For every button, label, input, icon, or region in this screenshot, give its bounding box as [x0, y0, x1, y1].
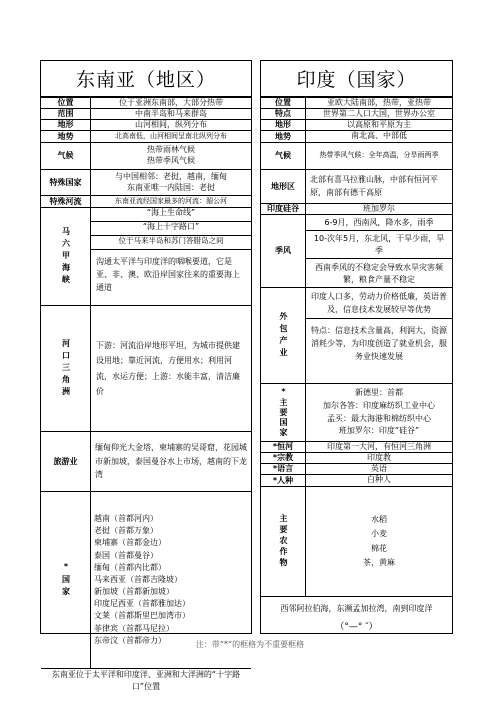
sea-country-5: 缅甸（首都内比都） — [94, 562, 166, 572]
india-row-cities — [261, 383, 452, 441]
sea-climate-line-2: 热带季风气候 — [147, 156, 195, 165]
india-row-feature — [261, 108, 452, 119]
sea-row-terrain — [41, 119, 251, 130]
sea-row-bottom-note — [41, 668, 251, 693]
india-monsoon-label: 季风 — [261, 215, 306, 287]
sea-strait-line-1: “海上生命线” — [146, 208, 196, 217]
sea-bottom-note: 东南亚位于太平洋和印度洋、亚洲和大洋洲的“十字路口”位置 — [51, 670, 241, 691]
sea-row-special-country — [41, 169, 251, 195]
india-region-label: 地形区 — [261, 170, 306, 203]
india-row-trend — [261, 130, 452, 142]
india-outsourcing-label: 外包产业 — [261, 288, 306, 383]
sea-climate-line-1: 热带雨林气候 — [147, 145, 195, 155]
india-cities-label: *主要国家 — [261, 384, 306, 441]
india-race-label: *人种 — [261, 475, 306, 486]
india-row-language — [261, 463, 452, 474]
india-city-3: 孟买：最大海港和棉纺织中心 — [327, 413, 431, 423]
india-terrain-value: 以高原和平原为主 — [347, 120, 411, 129]
india-feature-label: 特点 — [261, 109, 306, 119]
india-trend-label: 地势 — [261, 131, 306, 142]
india-crops-label: 主要农作物 — [261, 487, 306, 596]
sea-row-strait — [41, 207, 251, 305]
sea-position-value: 位于亚洲东南部，大部分热带 — [119, 98, 223, 107]
india-silicon-valley-label: 印度硅谷 — [261, 204, 306, 214]
sea-country-3: 柬埔寨（首都金边） — [94, 538, 166, 548]
india-climate-value: 热带季风气候：全年高温，分旱雨两季 — [319, 151, 439, 160]
india-position-value: 亚欧大陆南部，热带，亚热带 — [327, 98, 431, 107]
sea-country-1: 越南（首都河内） — [94, 514, 158, 524]
sea-strait-line-4: 沟通太平洋与印度洋的咽喉要道，它是亚、非、澳、欧沿岸国家往来的重要海上通道 — [91, 249, 251, 300]
india-coords: （°—° ″） — [335, 622, 378, 632]
sea-special-country-line-1: 与中国相邻：老挝，越南，缅甸 — [115, 171, 227, 181]
india-monsoon-line-2: 10-次年5月，东北风，干旱少雨，旱季 — [306, 230, 452, 258]
sea-row-trend — [41, 130, 251, 142]
india-row-race — [261, 474, 452, 486]
sea-country-4: 泰国（首都曼谷） — [94, 550, 158, 560]
india-feature-value: 世界第二人口大国，世界办公室 — [323, 109, 435, 118]
india-silicon-valley-value: 班加罗尔 — [363, 204, 395, 213]
sea-row-scope — [41, 108, 251, 119]
sea-strait-line-2: “海上十字路口” — [91, 221, 251, 235]
india-climate-label: 气候 — [261, 143, 306, 169]
india-title: 印度（国家） — [261, 61, 452, 97]
sea-country-10: 菲律宾（首都马尼拉） — [94, 623, 174, 633]
sea-strait-label: 马六甲海峡 — [41, 208, 91, 305]
india-city-1: 新德里：首都 — [355, 387, 403, 397]
india-crop-4: 茶，黄麻 — [363, 557, 395, 567]
india-ganges-label: *恒河 — [261, 442, 306, 452]
india-trend-value: 南北高、中部低 — [351, 131, 407, 141]
sea-country-9: 文莱（首都斯里巴加湾市） — [94, 611, 190, 621]
india-monsoon-line-1: 6-9月，西南风，降水多，雨季 — [324, 218, 434, 227]
sea-delta-text: 下游：河流沿岸地形平坦，为城市提供建设用地；靠近河流，方便用水；利用河流，水运方便；上游：水能丰富，清洁廉价 — [96, 341, 240, 396]
sea-row-climate — [41, 142, 251, 169]
india-religion-value: 印度教 — [367, 453, 391, 462]
sea-strait-line-3: 位于马来半岛和苏门答腊岛之间 — [91, 235, 251, 249]
sea-trend-value: 北高南低，山河相间呈南北纵列分布 — [115, 131, 227, 140]
sea-row-position — [41, 97, 251, 108]
india-row-position — [261, 97, 452, 108]
sea-country-6: 马来西亚（首都吉隆坡） — [94, 574, 182, 584]
india-position-label: 位置 — [261, 98, 306, 108]
sea-delta-label: 河口三角洲 — [41, 306, 91, 431]
india-row-crops — [261, 486, 452, 596]
india-row-climate — [261, 142, 452, 169]
sea-climate-label: 气候 — [41, 143, 91, 169]
india-table — [260, 60, 453, 634]
sea-special-river-label: 特殊河流 — [41, 196, 91, 207]
india-crop-3: 棉花 — [371, 543, 387, 553]
india-crop-2: 小麦 — [371, 529, 387, 539]
india-city-2: 加尔各答：印度麻纺织工业中心 — [323, 400, 435, 410]
sea-row-delta — [41, 305, 251, 431]
india-region-value: 北部有喜马拉雅山脉，中部有恒河平原，南部有德干高原 — [310, 174, 438, 197]
india-row-terrain — [261, 119, 452, 130]
india-row-religion — [261, 452, 452, 463]
sea-country-11: 东帝汶（首都帝力） — [94, 635, 166, 645]
india-crop-1: 水稻 — [371, 514, 387, 524]
sea-country-7: 新加坡（首都新加坡） — [94, 587, 174, 597]
india-terrain-label: 地形 — [261, 120, 306, 130]
india-row-ganges — [261, 441, 452, 452]
india-ganges-value: 印度第一大河，有恒河三角洲 — [327, 442, 431, 451]
india-row-outsourcing — [261, 287, 452, 383]
india-row-monsoon — [261, 214, 452, 287]
india-language-label: *语言 — [261, 464, 306, 474]
sea-scope-label: 范围 — [41, 109, 91, 119]
sea-scope-value: 中南半岛和马来群岛 — [135, 109, 207, 118]
india-row-silicon-valley — [261, 203, 452, 214]
india-outsourcing-line-2: 特点：信息技术含量高，利润大，资源消耗少等，为印度创造了就业机会，服务业快速发展 — [306, 318, 452, 369]
india-boundary: 西邻阿拉伯海，东濒孟加拉湾，南到印度洋 — [280, 604, 433, 613]
sea-tourism-label: 旅游业 — [41, 432, 91, 491]
india-religion-label: *宗教 — [261, 453, 306, 463]
sea-country-2: 老挝（首都万象） — [94, 526, 158, 536]
india-language-value: 英语 — [371, 464, 387, 473]
sea-special-country-label: 特殊国家 — [41, 170, 91, 195]
sea-tourism-value: 缅甸仰光大金塔，柬埔寨的吴哥窟，花园城市新加坡，泰国曼谷水上市场，越南的下龙湾 — [95, 443, 247, 480]
india-monsoon-line-3: 西南季风的不稳定会导致水旱灾害频繁，粮食产量不稳定 — [306, 258, 452, 287]
sea-terrain-value: 山河相间，纵列分布 — [135, 120, 207, 129]
india-race-value: 白种人 — [367, 475, 391, 485]
sea-position-label: 位置 — [41, 98, 91, 108]
sea-special-country-line-2: 东南亚唯一内陆国：老挝 — [127, 182, 215, 192]
footer-note: 注：带“*”的框格为不重要框格 — [195, 640, 305, 649]
sea-country-8: 印度尼西亚（首都雅加达） — [94, 599, 190, 609]
sea-row-special-river — [41, 195, 251, 207]
sea-special-river-value: 东南亚流经国家最多的河流：湄公河 — [115, 196, 227, 205]
india-row-boundary — [261, 596, 452, 633]
sea-title: 东南亚（地区） — [41, 61, 251, 97]
india-row-region — [261, 169, 452, 203]
sea-countries-label: *国家 — [41, 492, 91, 668]
india-outsourcing-line-1: 印度人口多，劳动力价格低廉，英语普及，信息技术发展较早等优势 — [311, 292, 447, 314]
sea-trend-label: 地势 — [41, 131, 91, 142]
india-city-4: 班加罗尔：印度“硅谷” — [338, 426, 420, 436]
sea-terrain-label: 地形 — [41, 120, 91, 130]
sea-row-tourism — [41, 431, 251, 491]
